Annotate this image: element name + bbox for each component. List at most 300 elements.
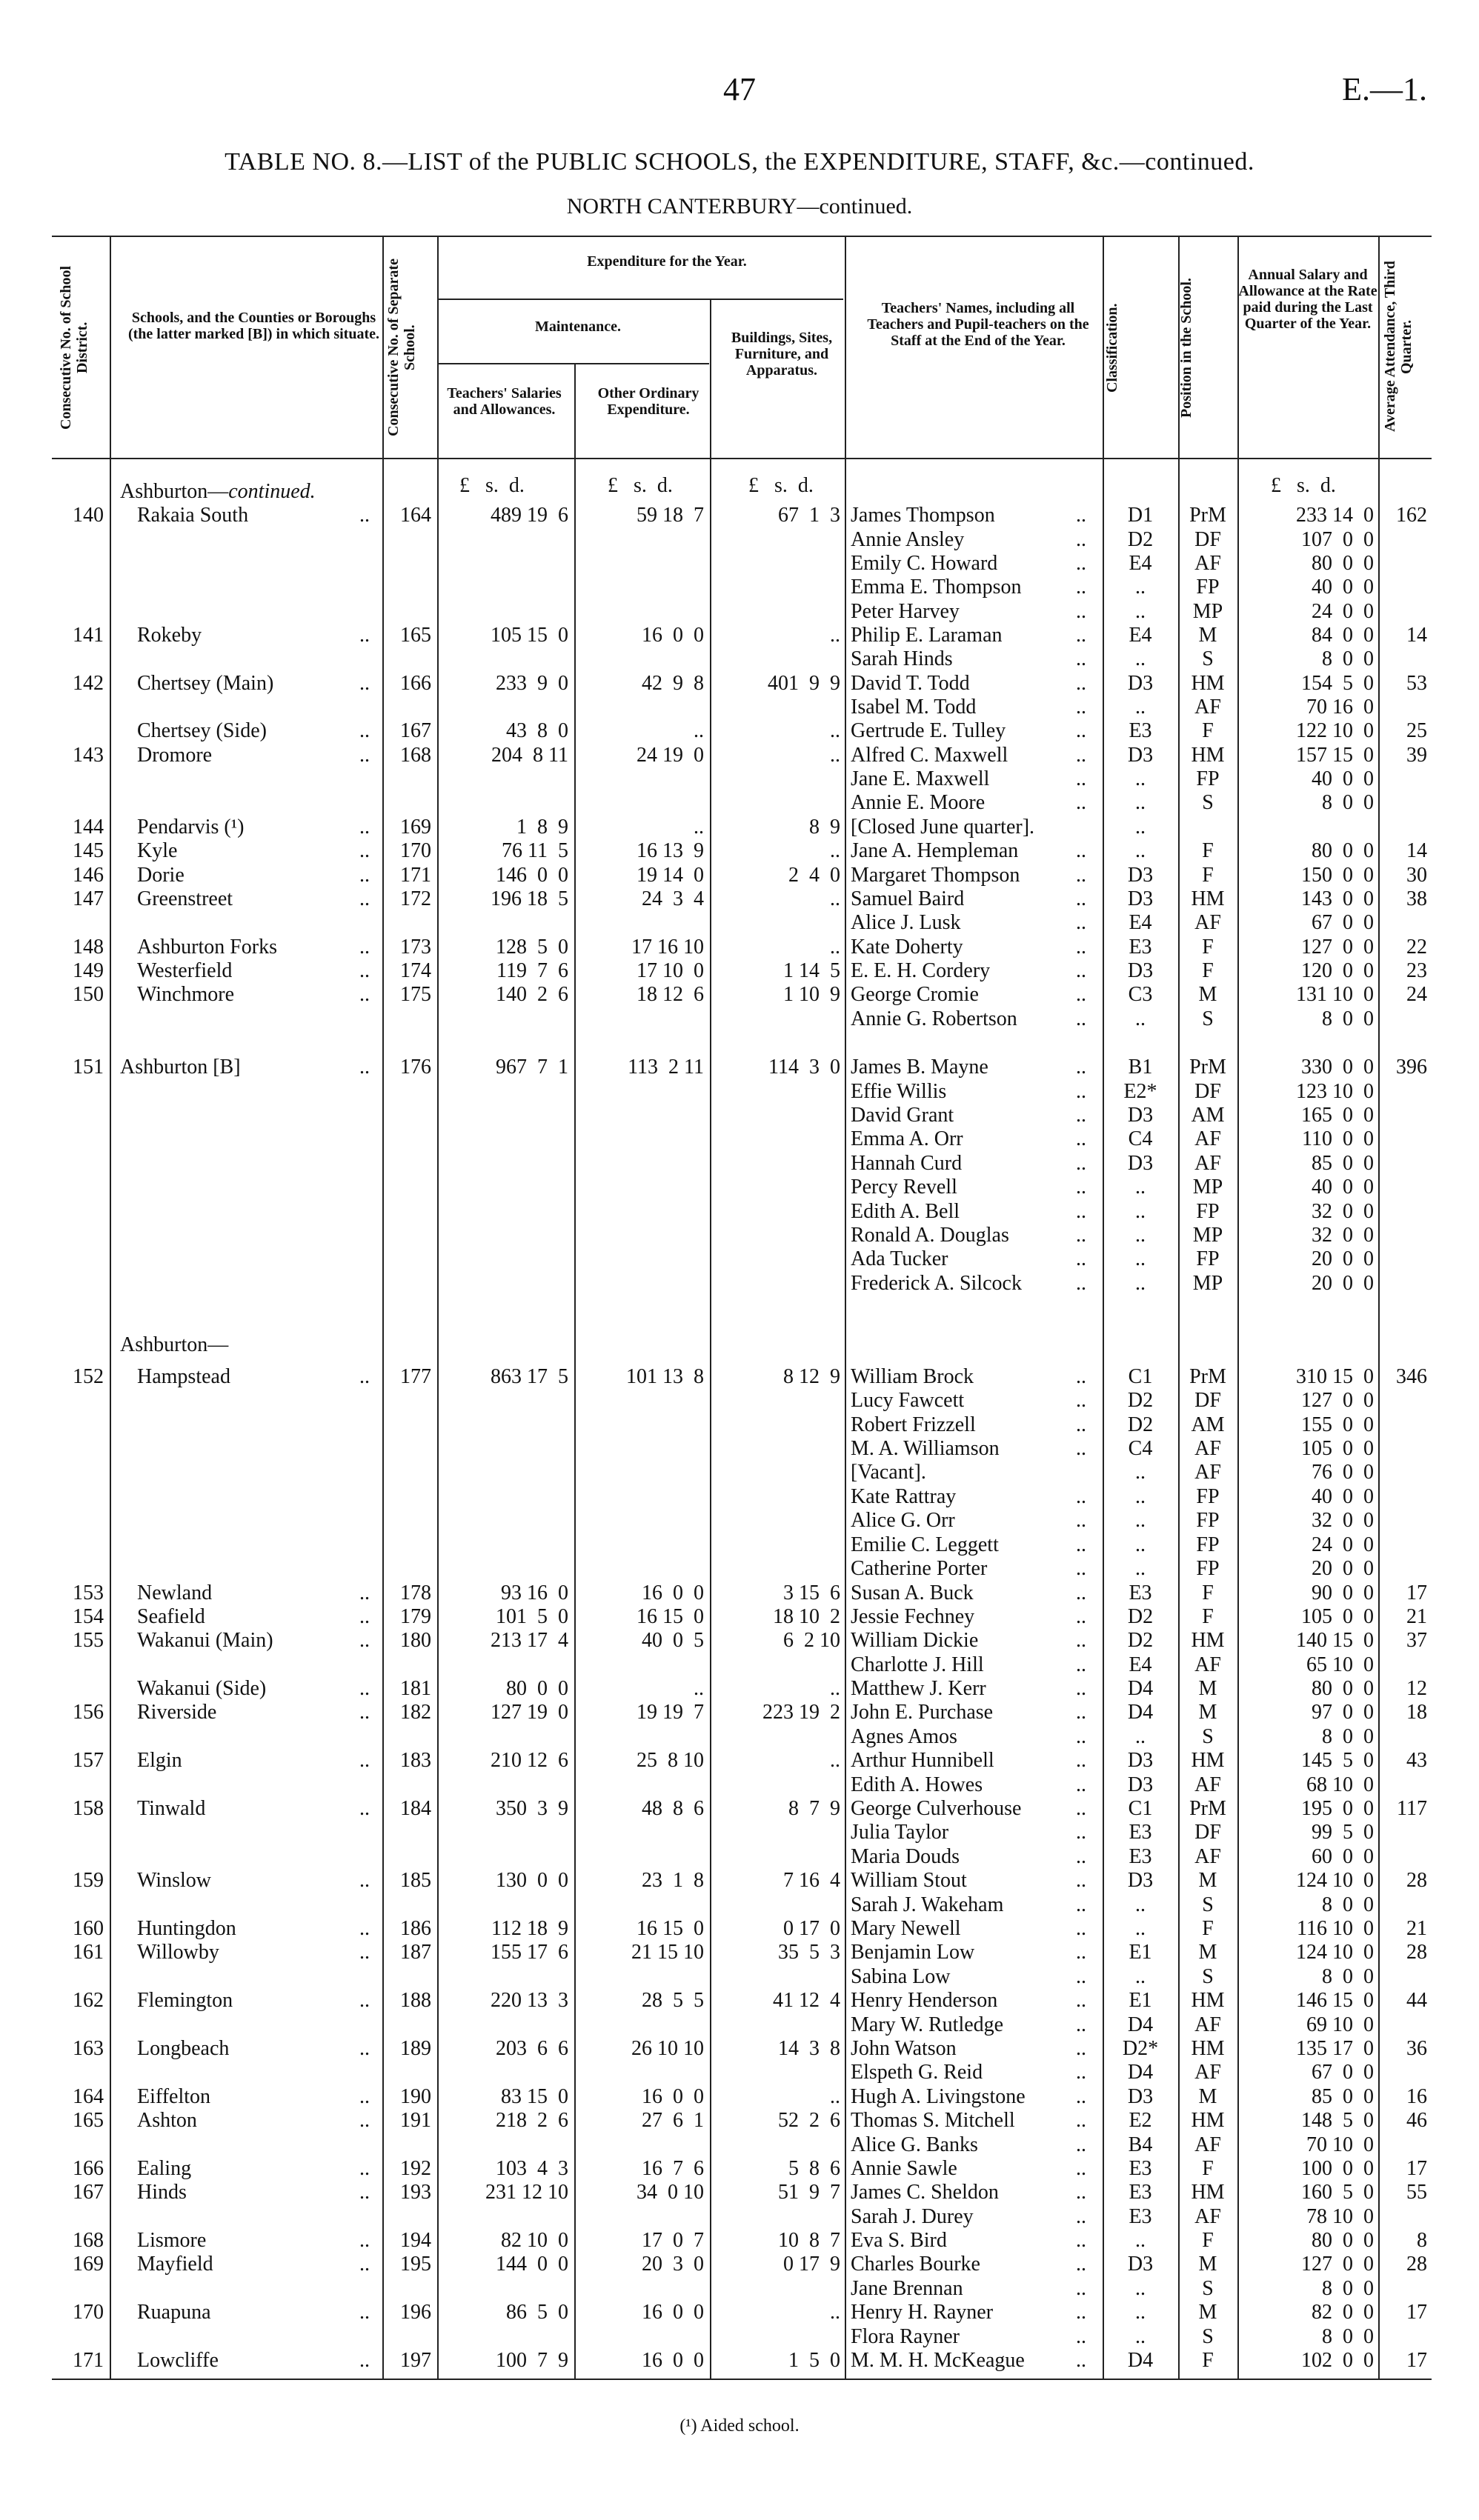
district-no: 140 — [73, 504, 104, 527]
district-no: 144 — [73, 816, 104, 839]
buildings-cell: 0 17 0 — [783, 1917, 840, 1940]
leader-dots: .. — [1076, 1653, 1086, 1676]
leader-dots: .. — [359, 1629, 370, 1652]
salaries-cell: 146 0 0 — [496, 864, 568, 887]
district-no: 164 — [73, 2085, 104, 2108]
teacher-name: Kate Rattray — [851, 1485, 957, 1508]
leader-dots: .. — [1076, 1557, 1086, 1580]
attendance-cell: 53 — [1406, 672, 1427, 695]
leader-dots: .. — [359, 2229, 370, 2252]
leader-dots: .. — [359, 959, 370, 982]
salaries-cell: 144 0 0 — [496, 2253, 568, 2276]
teacher-name: Ada Tucker — [851, 1247, 948, 1270]
teacher-name: E. E. H. Cordery — [851, 959, 991, 982]
leader-dots: .. — [1076, 2349, 1086, 2372]
leader-dots: .. — [1076, 624, 1086, 647]
buildings-cell: 8 9 — [809, 816, 840, 839]
district-no: 157 — [73, 1749, 104, 1772]
annual-salary-cell: 85 0 0 — [1312, 2085, 1374, 2108]
rule-expenditure — [439, 299, 843, 300]
salaries-cell: 76 11 5 — [502, 839, 568, 862]
teacher-name: George Cromie — [851, 983, 979, 1006]
annual-salary-cell: 8 0 0 — [1322, 791, 1374, 814]
attendance-cell: 44 — [1406, 1989, 1427, 2012]
annual-salary-cell: 8 0 0 — [1322, 2325, 1374, 2348]
school-name: Pendarvis (¹) — [137, 816, 245, 839]
leader-dots: .. — [1076, 1007, 1086, 1030]
buildings-cell: 1 10 9 — [783, 983, 840, 1006]
school-name: Flemington — [137, 1989, 233, 2012]
classification-cell: .. — [1135, 1247, 1146, 1270]
other-expenditure-cell: 16 7 6 — [642, 2157, 704, 2180]
teacher-name: David T. Todd — [851, 672, 970, 695]
position-cell: F — [1202, 864, 1214, 887]
annual-salary-cell: 60 0 0 — [1312, 1845, 1374, 1868]
col-teachers-names: Teachers' Names, including all Teachers and Pupil-teachers on the Staff at the End of the Year. — [867, 300, 1089, 349]
buildings-cell: .. — [830, 624, 840, 647]
leader-dots: .. — [1076, 1365, 1086, 1388]
classification-cell: .. — [1135, 1200, 1146, 1223]
leader-dots: .. — [1076, 2301, 1086, 2324]
leader-dots: .. — [1076, 2157, 1086, 2180]
leader-dots: .. — [1076, 1821, 1086, 1844]
annual-salary-cell: 124 10 0 — [1296, 1941, 1374, 1964]
annual-salary-cell: 165 0 0 — [1301, 1104, 1374, 1127]
currency-head-buildings: £ s. d. — [748, 474, 814, 497]
classification-cell: D2 — [1127, 1605, 1154, 1628]
position-cell: AF — [1194, 911, 1221, 934]
teacher-name: Sarah J. Wakeham — [851, 1893, 1004, 1916]
teacher-name: Robert Frizzell — [851, 1413, 976, 1436]
teacher-name: William Stout — [851, 1869, 967, 1892]
school-name: Lismore — [137, 2229, 207, 2252]
position-cell: F — [1202, 2229, 1214, 2252]
leader-dots: .. — [359, 864, 370, 887]
leader-dots: .. — [1076, 1127, 1086, 1150]
school-name: Dorie — [137, 864, 185, 887]
annual-salary-cell: 195 0 0 — [1301, 1797, 1374, 1820]
annual-salary-cell: 8 0 0 — [1322, 1893, 1374, 1916]
annual-salary-cell: 8 0 0 — [1322, 1965, 1374, 1988]
teacher-name: Alice J. Lusk — [851, 911, 961, 934]
school-name: Tinwald — [137, 1797, 206, 1820]
salaries-cell: 350 3 9 — [496, 1797, 568, 1820]
col-rule — [1103, 236, 1104, 2379]
school-name: Riverside — [137, 1701, 217, 1724]
teacher-name: Lucy Fawcett — [851, 1389, 965, 1412]
classification-cell: .. — [1135, 1725, 1146, 1748]
school-name: Wakanui (Main) — [137, 1629, 273, 1652]
position-cell: FP — [1196, 1247, 1220, 1270]
district-no: 159 — [73, 1869, 104, 1892]
teacher-name: John E. Purchase — [851, 1701, 994, 1724]
school-name: Rakaia South — [137, 504, 249, 527]
annual-salary-cell: 124 10 0 — [1296, 1869, 1374, 1892]
position-cell: AF — [1194, 1437, 1221, 1460]
col-school-no: Consecutive No. of Separate School. — [385, 259, 418, 437]
other-expenditure-cell: 16 0 0 — [642, 2301, 704, 2324]
position-cell: FP — [1196, 1533, 1220, 1556]
position-cell: F — [1202, 1917, 1214, 1940]
position-cell: S — [1202, 1965, 1214, 1988]
attendance-cell: 16 — [1406, 2085, 1427, 2108]
salaries-cell: 43 8 0 — [506, 719, 568, 742]
leader-dots: .. — [1076, 2085, 1086, 2108]
school-no: 185 — [400, 1869, 431, 1892]
school-name: Wakanui (Side) — [137, 1677, 267, 1700]
teacher-name: Alfred C. Maxwell — [851, 744, 1008, 767]
leader-dots: .. — [1076, 1941, 1086, 1964]
leader-dots: .. — [1076, 1797, 1086, 1820]
leader-dots: .. — [1076, 839, 1086, 862]
school-name: Rokeby — [137, 624, 202, 647]
position-cell: AF — [1194, 1127, 1221, 1150]
position-cell: S — [1202, 647, 1214, 670]
school-name: Hampstead — [137, 1365, 230, 1388]
position-cell: S — [1202, 791, 1214, 814]
position-cell: M — [1198, 1701, 1217, 1724]
salaries-cell: 155 17 6 — [491, 1941, 568, 1964]
school-no: 164 — [400, 504, 431, 527]
classification-cell: E3 — [1129, 1581, 1152, 1604]
position-cell: FP — [1196, 1557, 1220, 1580]
annual-salary-cell: 82 0 0 — [1312, 2301, 1374, 2324]
position-cell: F — [1202, 1605, 1214, 1628]
district-no: 151 — [73, 1056, 104, 1079]
buildings-cell: 35 5 3 — [778, 1941, 840, 1964]
position-cell: F — [1202, 839, 1214, 862]
buildings-cell: .. — [830, 839, 840, 862]
annual-salary-cell: 145 5 0 — [1301, 1749, 1374, 1772]
teacher-name: Jane A. Hempleman — [851, 839, 1019, 862]
leader-dots: .. — [1076, 2133, 1086, 2156]
teacher-name: Gertrude E. Tulley — [851, 719, 1006, 742]
table-subtitle: NORTH CANTERBURY—continued. — [566, 194, 913, 219]
position-cell: F — [1202, 936, 1214, 959]
district-no: 145 — [73, 839, 104, 862]
school-name: Ealing — [137, 2157, 192, 2180]
other-expenditure-cell: 24 3 4 — [642, 887, 704, 910]
other-expenditure-cell: 59 18 7 — [637, 504, 704, 527]
classification-cell: .. — [1135, 791, 1146, 814]
teacher-name: [Closed June quarter]. — [851, 816, 1035, 839]
position-cell: PrM — [1189, 1365, 1226, 1388]
classification-cell: B4 — [1128, 2133, 1153, 2156]
other-expenditure-cell: 17 16 10 — [631, 936, 704, 959]
leader-dots: .. — [1076, 1533, 1086, 1556]
annual-salary-cell: 80 0 0 — [1312, 1677, 1374, 1700]
attendance-cell: 14 — [1406, 624, 1427, 647]
position-cell: F — [1202, 2157, 1214, 2180]
annual-salary-cell: 157 15 0 — [1296, 744, 1374, 767]
school-name: Ashburton Forks — [137, 936, 278, 959]
classification-cell: E1 — [1129, 1989, 1152, 2012]
district-no: 153 — [73, 1581, 104, 1604]
leader-dots: .. — [1076, 576, 1086, 599]
classification-cell: D2 — [1127, 1389, 1154, 1412]
salaries-cell: 105 15 0 — [491, 624, 568, 647]
salaries-cell: 140 2 6 — [496, 983, 568, 1006]
attendance-cell: 346 — [1396, 1365, 1427, 1388]
annual-salary-cell: 97 0 0 — [1312, 1701, 1374, 1724]
attendance-cell: 55 — [1406, 2181, 1427, 2204]
other-expenditure-cell: 40 0 5 — [642, 1629, 704, 1652]
annual-salary-cell: 107 0 0 — [1301, 528, 1374, 551]
salaries-cell: 863 17 5 — [491, 1365, 568, 1388]
buildings-cell: 3 15 6 — [783, 1581, 840, 1604]
leader-dots: .. — [1076, 552, 1086, 575]
annual-salary-cell: 160 5 0 — [1301, 2181, 1374, 2204]
leader-dots: .. — [359, 719, 370, 742]
buildings-cell: .. — [830, 887, 840, 910]
leader-dots: .. — [359, 2301, 370, 2324]
buildings-cell: 0 17 9 — [783, 2253, 840, 2276]
position-cell: F — [1202, 2349, 1214, 2372]
district-no: 154 — [73, 1605, 104, 1628]
teacher-name: Edith A. Howes — [851, 1773, 983, 1796]
attendance-cell: 162 — [1396, 504, 1427, 527]
salaries-cell: 231 12 10 — [485, 2181, 568, 2204]
school-no: 194 — [400, 2229, 431, 2252]
other-expenditure-cell: 48 8 6 — [642, 1797, 704, 1820]
leader-dots: .. — [359, 983, 370, 1006]
classification-cell: .. — [1135, 1485, 1146, 1508]
leader-dots: .. — [1076, 1773, 1086, 1796]
teacher-name: Jane E. Maxwell — [851, 767, 990, 790]
school-name: Eiffelton — [137, 2085, 211, 2108]
classification-cell: D4 — [1127, 1677, 1154, 1700]
classification-cell: D4 — [1127, 1701, 1154, 1724]
leader-dots: .. — [359, 672, 370, 695]
district-no: 141 — [73, 624, 104, 647]
school-name: Hinds — [137, 2181, 187, 2204]
leader-dots: .. — [1076, 911, 1086, 934]
leader-dots: .. — [359, 2085, 370, 2108]
school-no: 170 — [400, 839, 431, 862]
col-other-expenditure: Other Ordinary Expenditure. — [597, 385, 699, 418]
other-expenditure-cell: 17 10 0 — [637, 959, 704, 982]
attendance-cell: 28 — [1406, 1941, 1427, 1964]
col-rule — [1237, 236, 1239, 2379]
position-cell: AM — [1191, 1413, 1225, 1436]
classification-cell: D4 — [1127, 2061, 1154, 2084]
attendance-cell: 14 — [1406, 839, 1427, 862]
other-expenditure-cell: 16 15 0 — [637, 1605, 704, 1628]
annual-salary-cell: 122 10 0 — [1296, 719, 1374, 742]
classification-cell: B1 — [1128, 1056, 1153, 1079]
col-teachers-salaries: Teachers' Salaries and Allowances. — [447, 385, 562, 418]
classification-cell: D3 — [1127, 1152, 1154, 1175]
district-no: 152 — [73, 1365, 104, 1388]
other-expenditure-cell: 27 6 1 — [642, 2109, 704, 2132]
col-attendance: Average Attendance, Third Quarter. — [1382, 261, 1415, 433]
school-name: Kyle — [137, 839, 178, 862]
annual-salary-cell: 40 0 0 — [1312, 1176, 1374, 1199]
district-no: 160 — [73, 1917, 104, 1940]
attendance-cell: 18 — [1406, 1701, 1427, 1724]
other-expenditure-cell: 20 3 0 — [642, 2253, 704, 2276]
attendance-cell: 396 — [1396, 1056, 1427, 1079]
other-expenditure-cell: 25 8 10 — [637, 1749, 704, 1772]
annual-salary-cell: 110 0 0 — [1302, 1127, 1374, 1150]
position-cell: HM — [1191, 1629, 1225, 1652]
teacher-name: Kate Doherty — [851, 936, 963, 959]
leader-dots: .. — [359, 1701, 370, 1724]
school-no: 184 — [400, 1797, 431, 1820]
school-no: 190 — [400, 2085, 431, 2108]
position-cell: PrM — [1189, 1056, 1226, 1079]
leader-dots: .. — [1076, 1605, 1086, 1628]
school-no: 175 — [400, 983, 431, 1006]
annual-salary-cell: 40 0 0 — [1312, 1485, 1374, 1508]
leader-dots: .. — [1076, 1437, 1086, 1460]
annual-salary-cell: 76 0 0 — [1312, 1461, 1374, 1484]
leader-dots: .. — [1076, 1272, 1086, 1295]
leader-dots: .. — [1076, 696, 1086, 719]
annual-salary-cell: 131 10 0 — [1296, 983, 1374, 1006]
school-no: 189 — [400, 2037, 431, 2060]
annual-salary-cell: 80 0 0 — [1312, 552, 1374, 575]
other-expenditure-cell: 42 9 8 — [642, 672, 704, 695]
annual-salary-cell: 146 15 0 — [1296, 1989, 1374, 2012]
position-cell: AF — [1194, 2061, 1221, 2084]
classification-cell: E3 — [1129, 2181, 1152, 2204]
col-maintenance: Maintenance. — [534, 319, 622, 335]
position-cell: MP — [1192, 1176, 1223, 1199]
position-cell: FP — [1196, 576, 1220, 599]
position-cell: M — [1198, 1677, 1217, 1700]
col-rule — [382, 236, 384, 2379]
leader-dots: .. — [1076, 767, 1086, 790]
district-no: 163 — [73, 2037, 104, 2060]
position-cell: M — [1198, 2253, 1217, 2276]
leader-dots: .. — [1076, 1869, 1086, 1892]
district-no: 169 — [73, 2253, 104, 2276]
leader-dots: .. — [1076, 1989, 1086, 2012]
attendance-cell: 23 — [1406, 959, 1427, 982]
annual-salary-cell: 20 0 0 — [1312, 1557, 1374, 1580]
col-rule — [437, 236, 439, 2379]
teacher-name: George Culverhouse — [851, 1797, 1022, 1820]
page-number: 47 — [723, 71, 756, 107]
leader-dots: .. — [1076, 504, 1086, 527]
buildings-cell: .. — [830, 719, 840, 742]
classification-cell: E4 — [1129, 1653, 1152, 1676]
teacher-name: James C. Sheldon — [851, 2181, 999, 2204]
salaries-cell: 233 9 0 — [496, 672, 568, 695]
district-no: 170 — [73, 2301, 104, 2324]
salaries-cell: 204 8 11 — [491, 744, 568, 767]
annual-salary-cell: 140 15 0 — [1296, 1629, 1374, 1652]
school-name: Westerfield — [137, 959, 233, 982]
classification-cell: .. — [1135, 1917, 1146, 1940]
classification-cell: E3 — [1129, 2157, 1152, 2180]
teacher-name: Eva S. Bird — [851, 2229, 947, 2252]
other-expenditure-cell: 16 0 0 — [642, 1581, 704, 1604]
leader-dots: .. — [1076, 719, 1086, 742]
teacher-name: Jessie Fechney — [851, 1605, 975, 1628]
teacher-name: Julia Taylor — [851, 1821, 949, 1844]
classification-cell: .. — [1135, 1557, 1146, 1580]
position-cell: FP — [1196, 767, 1220, 790]
classification-cell: C3 — [1128, 983, 1153, 1006]
annual-salary-cell: 70 10 0 — [1306, 2133, 1374, 2156]
school-name: Winslow — [137, 1869, 211, 1892]
school-name: Mayfield — [137, 2253, 213, 2276]
col-rule — [845, 236, 846, 2379]
leader-dots: .. — [1076, 2013, 1086, 2036]
other-expenditure-cell: 16 0 0 — [642, 2349, 704, 2372]
district-no: 162 — [73, 1989, 104, 2012]
district-no: 149 — [73, 959, 104, 982]
annual-salary-cell: 233 14 0 — [1296, 504, 1374, 527]
attendance-cell: 17 — [1406, 1581, 1427, 1604]
footnote: (¹) Aided school. — [679, 2416, 800, 2436]
leader-dots: .. — [359, 1749, 370, 1772]
leader-dots: .. — [1076, 1104, 1086, 1127]
teacher-name: Philip E. Laraman — [851, 624, 1003, 647]
attendance-cell: 12 — [1406, 1677, 1427, 1700]
attendance-cell: 22 — [1406, 936, 1427, 959]
annual-salary-cell: 80 0 0 — [1312, 2229, 1374, 2252]
classification-cell: D3 — [1127, 1773, 1154, 1796]
annual-salary-cell: 310 15 0 — [1296, 1365, 1374, 1388]
leader-dots: .. — [1076, 672, 1086, 695]
leader-dots: .. — [359, 2037, 370, 2060]
classification-cell: C4 — [1128, 1437, 1153, 1460]
position-cell: DF — [1194, 1080, 1221, 1103]
classification-cell: .. — [1135, 1965, 1146, 1988]
position-cell: S — [1202, 1007, 1214, 1030]
annual-salary-cell: 150 0 0 — [1301, 864, 1374, 887]
classification-cell: .. — [1135, 2301, 1146, 2324]
teacher-name: Benjamin Low — [851, 1941, 975, 1964]
other-expenditure-cell: 24 19 0 — [637, 744, 704, 767]
position-cell: F — [1202, 719, 1214, 742]
teacher-name: Peter Harvey — [851, 600, 960, 623]
annual-salary-cell: 70 16 0 — [1306, 696, 1374, 719]
teacher-name: Effie Willis — [851, 1080, 947, 1103]
leader-dots: .. — [1076, 2325, 1086, 2348]
district-no: 147 — [73, 887, 104, 910]
salaries-cell: 103 4 3 — [496, 2157, 568, 2180]
annual-salary-cell: 24 0 0 — [1312, 1533, 1374, 1556]
buildings-cell: 14 3 8 — [778, 2037, 840, 2060]
position-cell: AF — [1194, 1152, 1221, 1175]
annual-salary-cell: 148 5 0 — [1301, 2109, 1374, 2132]
annual-salary-cell: 90 0 0 — [1312, 1581, 1374, 1604]
position-cell: PrM — [1189, 504, 1226, 527]
school-name: Seafield — [137, 1605, 205, 1628]
classification-cell: D2 — [1127, 1629, 1154, 1652]
attendance-cell: 17 — [1406, 2349, 1427, 2372]
teacher-name: James B. Mayne — [851, 1056, 988, 1079]
col-rule — [110, 236, 111, 2379]
attendance-cell: 17 — [1406, 2157, 1427, 2180]
salaries-cell: 127 19 0 — [491, 1701, 568, 1724]
teacher-name: Emma E. Thompson — [851, 576, 1022, 599]
school-name: Ruapuna — [137, 2301, 211, 2324]
annual-salary-cell: 32 0 0 — [1312, 1224, 1374, 1247]
annual-salary-cell: 67 0 0 — [1312, 2061, 1374, 2084]
buildings-cell: 52 2 6 — [778, 2109, 840, 2132]
classification-cell: .. — [1135, 1007, 1146, 1030]
leader-dots: .. — [359, 1797, 370, 1820]
classification-cell: D3 — [1127, 2253, 1154, 2276]
leader-dots: .. — [359, 1917, 370, 1940]
annual-salary-cell: 123 10 0 — [1296, 1080, 1374, 1103]
other-expenditure-cell: 19 14 0 — [637, 864, 704, 887]
